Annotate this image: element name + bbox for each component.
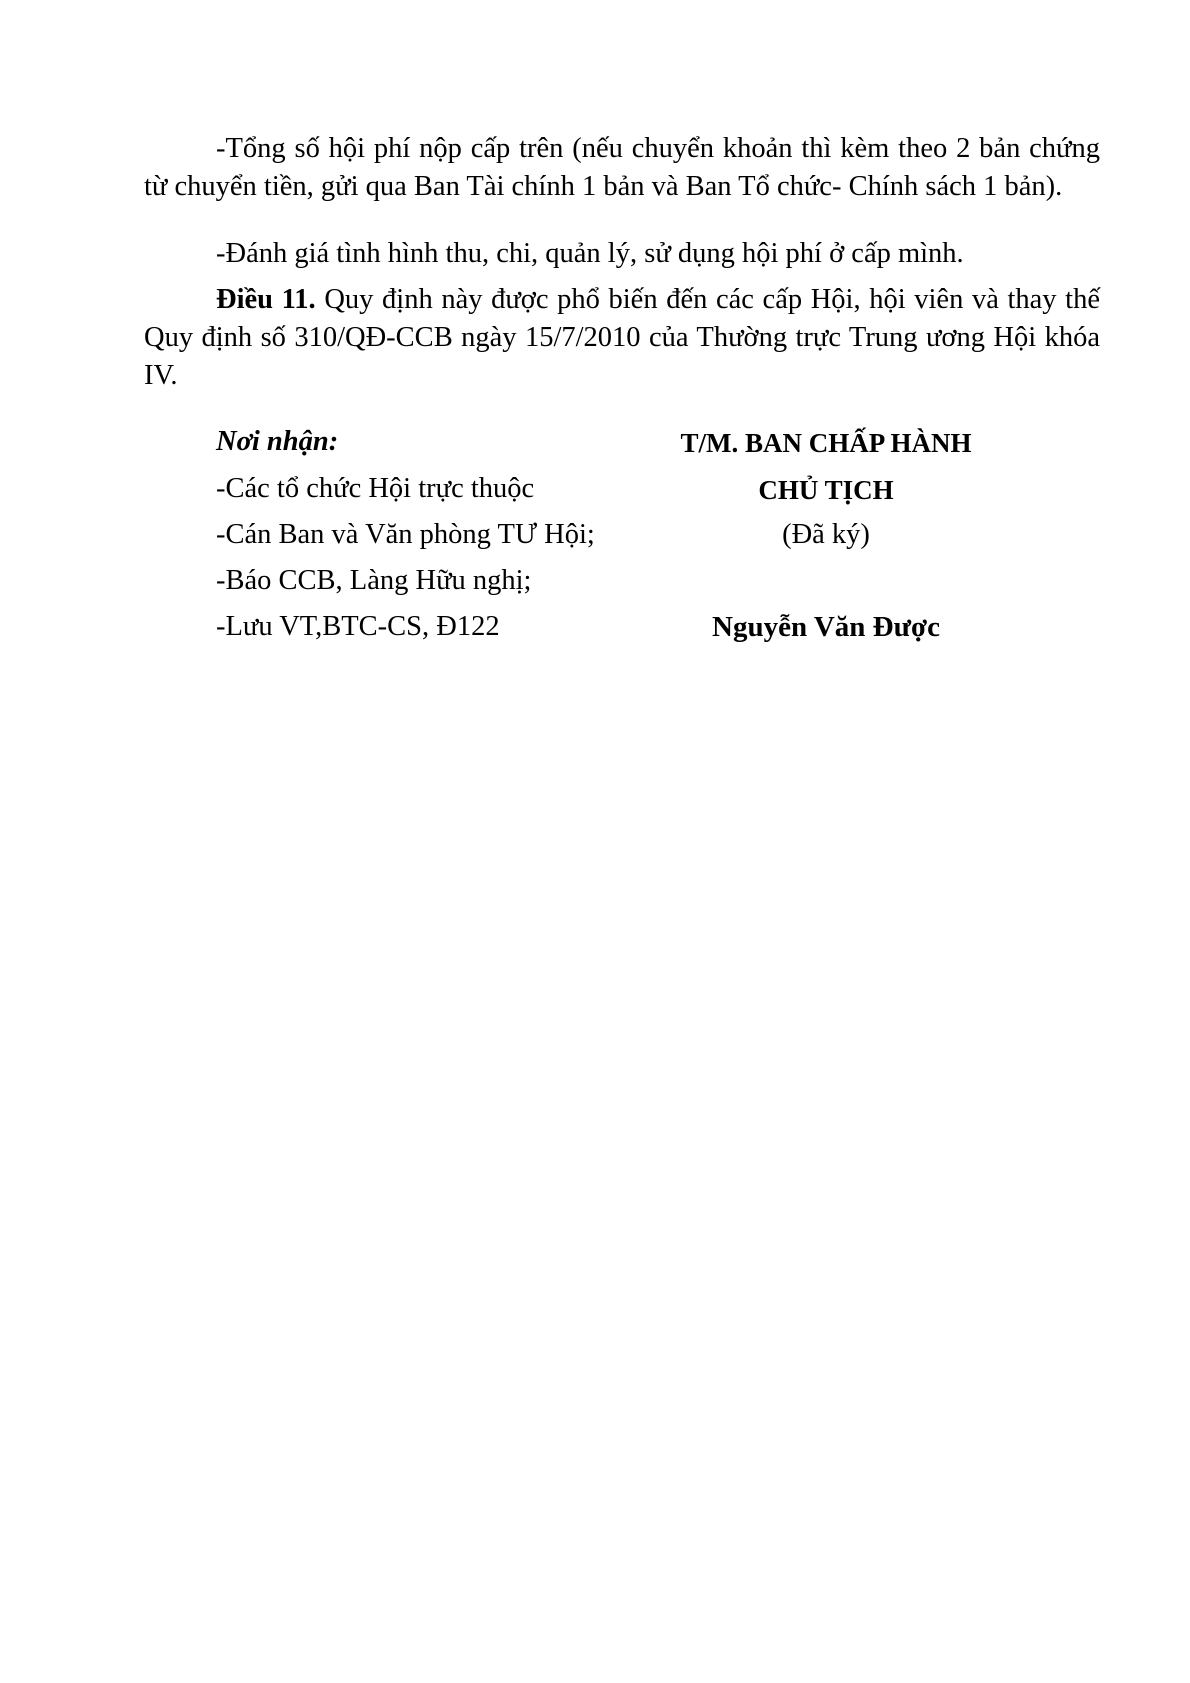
paragraph-article-11 (144, 281, 1100, 395)
recipient-item: -Các tổ chức Hội trực thuộc (216, 473, 535, 504)
signature-name: Nguyễn Văn Được (712, 611, 940, 643)
recipient-item: -Lưu VT,BTC-CS, Đ122 (216, 611, 500, 642)
recipient-item: -Báo CCB, Làng Hữu nghị; (216, 565, 532, 596)
recipients-heading: Nơi nhận: (216, 426, 339, 457)
paragraph-fee-transfer: -Tổng số hội phí nộp cấp trên (nếu chuyển khoản thì kèm theo 2 bản chứng từ chuyển tiền, gửi qua Ban Tài chính 1 bản và Ban Tổ chức- Chính sách 1 bản). (144, 133, 1100, 202)
signature-title: CHỦ TỊCH (758, 475, 894, 505)
signature-signed-note: (Đã ký) (782, 519, 870, 550)
signature-on-behalf: T/M. BAN CHẤP HÀNH (680, 428, 972, 458)
paragraph-fee-evaluation: -Đánh giá tình hình thu, chi, quản lý, sử dụng hội phí ở cấp mình. (216, 238, 964, 269)
recipient-item: -Cán Ban và Văn phòng TƯ Hội; (216, 519, 595, 550)
article-text: Quy định này được phổ biến đến các cấp Hội, hội viên và thay thế Quy định số 310/QĐ-CCB ngày 15/7/2010 của Thường trực Trung ương Hội khóa IV. (144, 284, 1100, 391)
article-label: Điều 11. (216, 284, 316, 315)
